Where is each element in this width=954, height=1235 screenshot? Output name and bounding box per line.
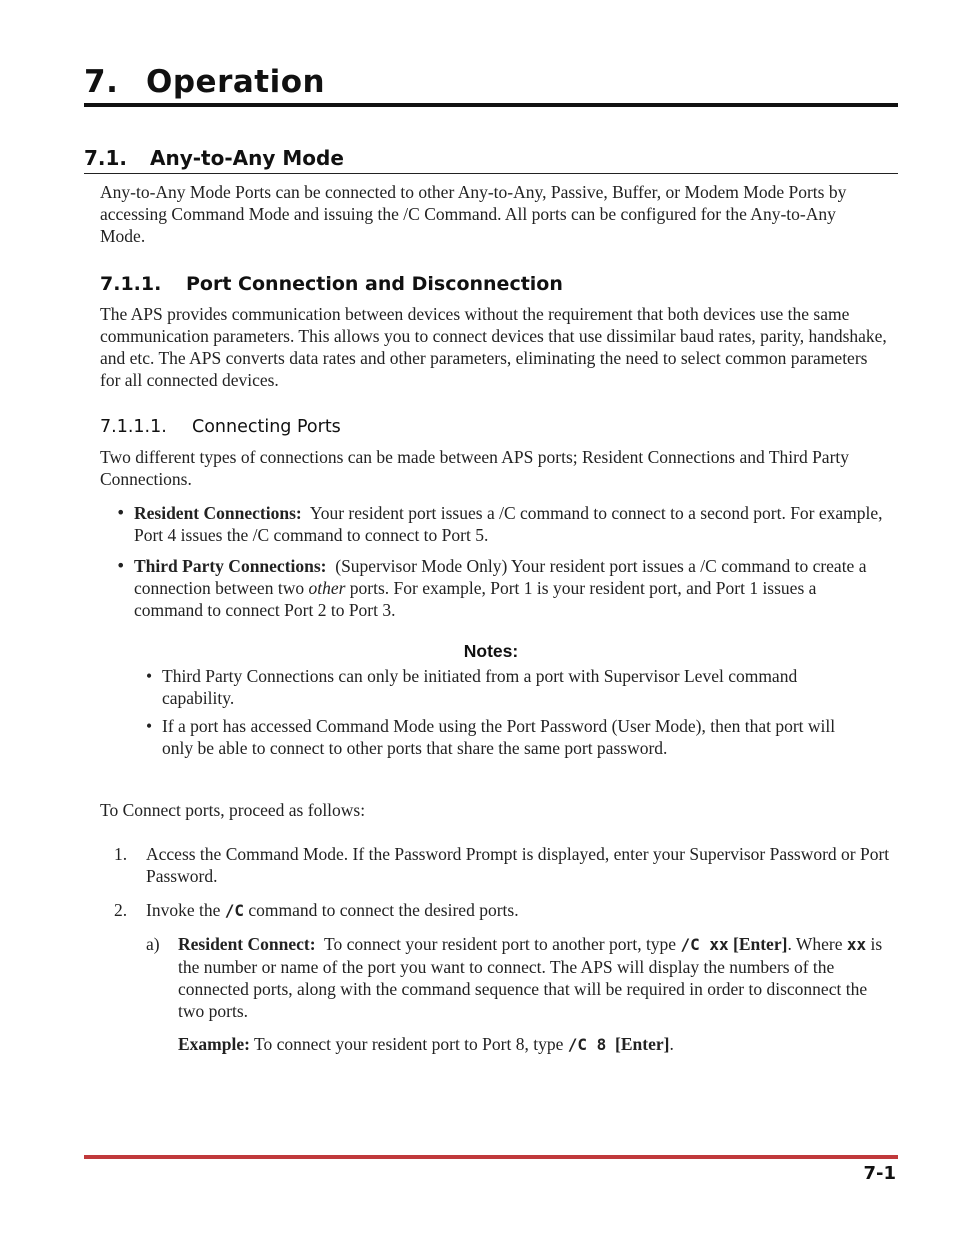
page-number: 7-1 <box>863 1163 896 1184</box>
intro-paragraph: Two different types of connections can be made between APS ports; Resident Connections and Third Party Connections. <box>100 447 850 489</box>
subsection-title: Port Connection and Disconnection <box>186 273 563 295</box>
bullet-icon: • <box>116 556 126 575</box>
step-item: Access the Command Mode. If the Password Prompt is displayed, enter your Supervisor Password or Port Password. <box>146 844 890 886</box>
step-number: 2. <box>114 900 128 920</box>
section-title: Any-to-Any Mode <box>150 146 344 170</box>
section-rule <box>84 173 898 174</box>
example-end: . <box>669 1034 674 1054</box>
subsubsection-heading <box>100 417 341 437</box>
bullet-text-italic: other <box>308 578 346 598</box>
note-item: If a port has accessed Command Mode using the Port Password (User Mode), then that port will only be able to connect to other ports that share the same port password. <box>162 716 836 758</box>
bullet-text: Your resident port issues a /C command to connect to a second port. For example, Port 4 issues the /C command to connect to Port 5. <box>134 503 883 545</box>
command-code: /C <box>224 901 244 920</box>
substep-item <box>178 933 894 1022</box>
note-bullet-icon: • <box>146 716 153 736</box>
note-item: Third Party Connections can only be initiated from a port with Supervisor Level command capability. <box>162 666 798 708</box>
proceed-text: To Connect ports, proceed as follows: <box>100 800 366 820</box>
section-heading <box>84 146 344 170</box>
enter-key-label: [Enter] <box>615 1034 670 1054</box>
step-text: command to connect the desired ports. <box>248 900 519 920</box>
bullet-third-party-connections <box>134 555 870 621</box>
footer-rule <box>84 1155 898 1159</box>
example-text: To connect your resident port to Port 8, type <box>254 1034 564 1054</box>
note-bullet-icon: • <box>146 666 153 686</box>
bullet-label: Resident Connections: <box>134 503 302 523</box>
step-item <box>146 899 896 922</box>
subsection-number: 7.1.1. <box>100 273 162 295</box>
bullet-text: (Supervisor Mode Only) Your resident port issues a /C command to create a connection between two <box>134 556 867 598</box>
subsection-heading <box>100 273 563 295</box>
notes-title: Notes: <box>463 641 519 661</box>
bullet-resident-connections <box>134 502 884 546</box>
step-text: Invoke the <box>146 900 221 920</box>
command-code: /C xx <box>680 935 729 954</box>
chapter-heading <box>84 64 898 100</box>
command-code: /C 8 <box>567 1035 607 1054</box>
substep-label: Resident Connect: <box>178 934 316 954</box>
chapter-title: Operation <box>146 64 326 100</box>
step-number: 1. <box>114 844 128 864</box>
example-line <box>178 1033 894 1056</box>
substep-text: . Where <box>787 934 843 954</box>
bullet-label: Third Party Connections: <box>134 556 327 576</box>
chapter-rule <box>84 103 898 107</box>
enter-key-label: [Enter] <box>733 934 788 954</box>
subsubsection-title: Connecting Ports <box>192 417 341 437</box>
subsubsection-number: 7.1.1.1. <box>100 417 167 437</box>
command-code: xx <box>846 935 867 954</box>
substep-text: To connect your resident port to another port, type <box>324 934 677 954</box>
section-number: 7.1. <box>84 146 128 170</box>
bullet-text: ports. For example, Port 1 is your resident port, and Port 1 issues a command to connect Port 2 to Port 3. <box>134 578 817 620</box>
example-label: Example: <box>178 1034 250 1054</box>
section-paragraph: Any-to-Any Mode Ports can be connected to other Any-to-Any, Passive, Buffer, or Modem Mode Ports by accessing Command Mode and issuing the /C Command. All ports can be configured for the Any-to-Any Mode. <box>100 182 847 246</box>
subsection-paragraph: The APS provides communication between devices without the requirement that both devices use the same communication parameters. This allows you to connect devices that use dissimilar baud rates, parity, handshake, and etc. The APS converts data rates and other parameters, eliminating the need to select common parameters for all connected devices. <box>100 304 887 390</box>
chapter-number: 7. <box>84 64 119 100</box>
substep-letter: a) <box>146 934 160 954</box>
substep-text: is the number or name of the port you want to connect. The APS will display the numbers of the connected ports, along with the command sequence that will be required in order to disconnect the two ports. <box>178 934 883 1021</box>
bullet-icon: • <box>116 503 126 522</box>
